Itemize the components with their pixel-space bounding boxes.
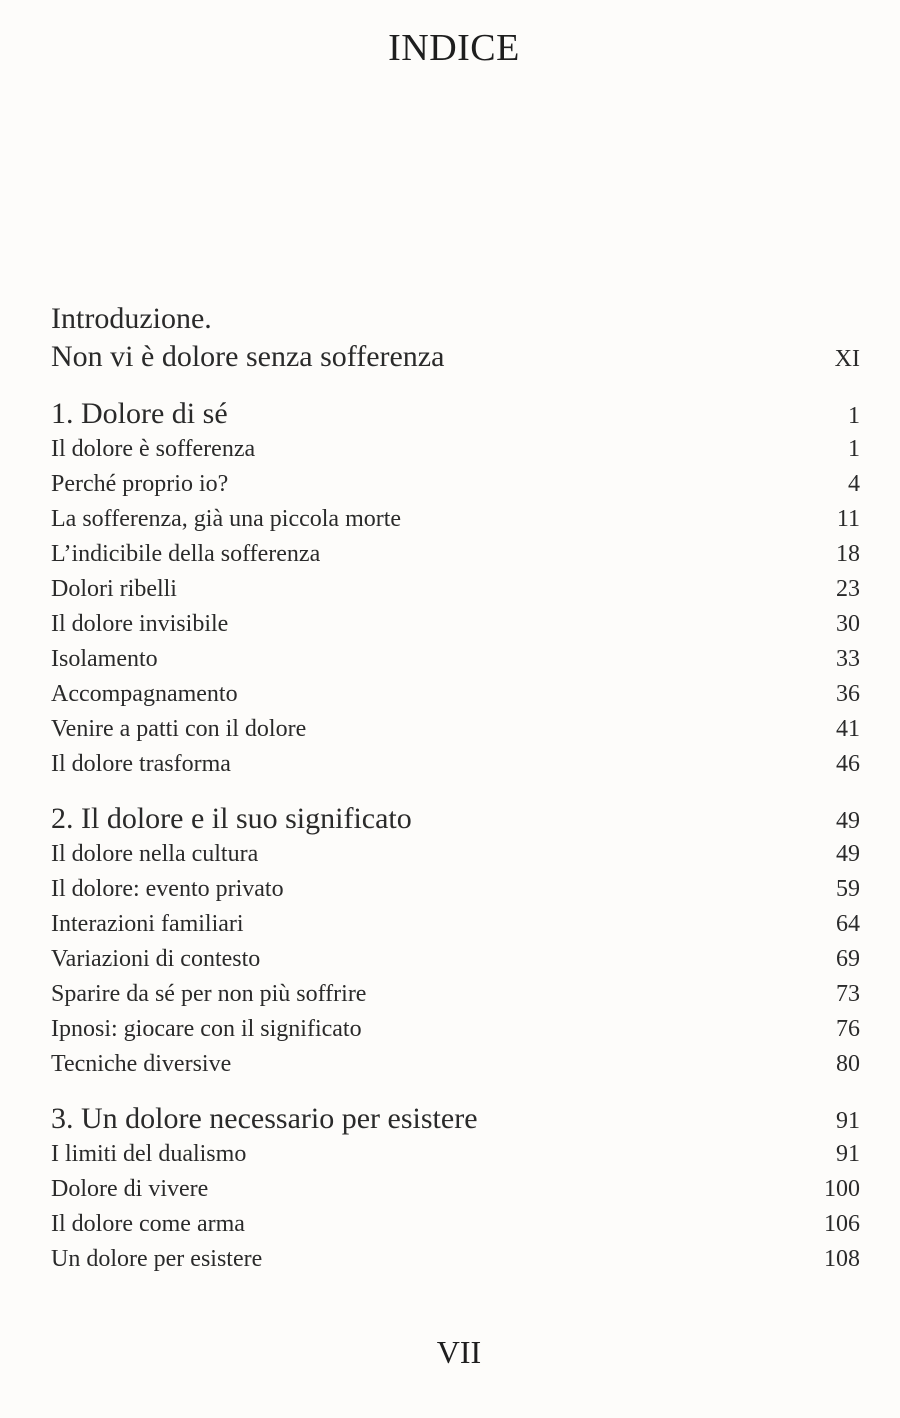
entry-title: Il dolore trasforma (51, 751, 231, 777)
entry-page: 18 (836, 541, 860, 567)
entry-title: Interazioni familiari (51, 911, 244, 937)
entry-page: 59 (836, 876, 860, 902)
chapter-title: 1. Dolore di sé (51, 397, 228, 430)
entry-page: 106 (824, 1211, 860, 1237)
entry-page: 4 (848, 471, 860, 497)
entry-page: 36 (836, 681, 860, 707)
entry-title: La sofferenza, già una piccola morte (51, 506, 402, 532)
toc-entry (51, 712, 860, 747)
toc-entry (51, 977, 860, 1012)
entry-page: 108 (824, 1246, 860, 1272)
entry-page: 49 (836, 841, 860, 867)
entry-title: Un dolore per esistere (51, 1246, 263, 1272)
toc-entry (51, 1172, 860, 1207)
toc-entry (51, 1047, 860, 1082)
entry-title: L’indicibile della sofferenza (51, 541, 321, 567)
toc-entry (51, 907, 860, 942)
chapter-title: 3. Un dolore necessario per esistere (51, 1102, 478, 1135)
toc-chapter-3 (51, 1100, 860, 1277)
intro-title: Non vi è dolore senza sofferenza (51, 340, 445, 373)
page-title: INDICE (388, 27, 520, 69)
toc-entry (51, 837, 860, 872)
entry-title: Il dolore nella cultura (51, 841, 259, 867)
toc-entry (51, 537, 860, 572)
toc-entry (51, 942, 860, 977)
table-of-contents (51, 300, 860, 1277)
entry-title: Dolore di vivere (51, 1176, 209, 1202)
chapter-heading (51, 800, 860, 837)
entry-page: 100 (824, 1176, 860, 1202)
toc-entry (51, 677, 860, 712)
toc-entry (51, 1137, 860, 1172)
chapter-page: 91 (836, 1108, 860, 1134)
entry-title: Il dolore è sofferenza (51, 436, 256, 462)
entry-page: 91 (836, 1141, 860, 1167)
toc-entry (51, 607, 860, 642)
chapter-title: 2. Il dolore e il suo significato (51, 802, 412, 835)
entry-page: 73 (836, 981, 860, 1007)
toc-entry (51, 1242, 860, 1277)
entry-title: Venire a patti con il dolore (51, 716, 307, 742)
toc-introduction (51, 300, 860, 375)
toc-chapter-1 (51, 395, 860, 782)
entry-page: 23 (836, 576, 860, 602)
entry-page: 11 (836, 506, 860, 532)
entry-title: Perché proprio io? (51, 471, 229, 497)
toc-entry (51, 1207, 860, 1242)
entry-page: 64 (836, 911, 860, 937)
toc-entry (51, 642, 860, 677)
entry-title: I limiti del dualismo (51, 1141, 247, 1167)
entry-page: 33 (836, 646, 860, 672)
toc-entry (51, 502, 860, 537)
entry-page: 76 (836, 1016, 860, 1042)
toc-entry (51, 747, 860, 782)
intro-page: XI (834, 346, 860, 372)
entry-title: Accompagnamento (51, 681, 238, 707)
toc-entry (51, 1012, 860, 1047)
entry-page: 30 (836, 611, 860, 637)
entry-title: Dolori ribelli (51, 576, 177, 602)
chapter-heading (51, 395, 860, 432)
entry-title: Variazioni di contesto (51, 946, 261, 972)
entry-page: 69 (836, 946, 860, 972)
entry-page: 1 (848, 436, 860, 462)
entry-title: Tecniche diversive (51, 1051, 232, 1077)
toc-entry (51, 338, 860, 375)
chapter-page: 49 (836, 808, 860, 834)
chapter-heading (51, 1100, 860, 1137)
entry-title: Il dolore: evento privato (51, 876, 284, 902)
page-number: VII (436, 1334, 482, 1370)
entry-title: Isolamento (51, 646, 158, 672)
toc-entry (51, 572, 860, 607)
toc-entry (51, 872, 860, 907)
entry-title: Il dolore come arma (51, 1211, 245, 1237)
toc-entry (51, 432, 860, 467)
intro-heading: Introduzione. (51, 302, 212, 335)
toc-entry (51, 467, 860, 502)
entry-title: Ipnosi: giocare con il significato (51, 1016, 362, 1042)
entry-page: 80 (836, 1051, 860, 1077)
toc-chapter-2 (51, 800, 860, 1082)
entry-page: 41 (836, 716, 860, 742)
entry-title: Sparire da sé per non più soffrire (51, 981, 367, 1007)
entry-title: Il dolore invisibile (51, 611, 229, 637)
chapter-page: 1 (848, 403, 860, 429)
entry-page: 46 (836, 751, 860, 777)
